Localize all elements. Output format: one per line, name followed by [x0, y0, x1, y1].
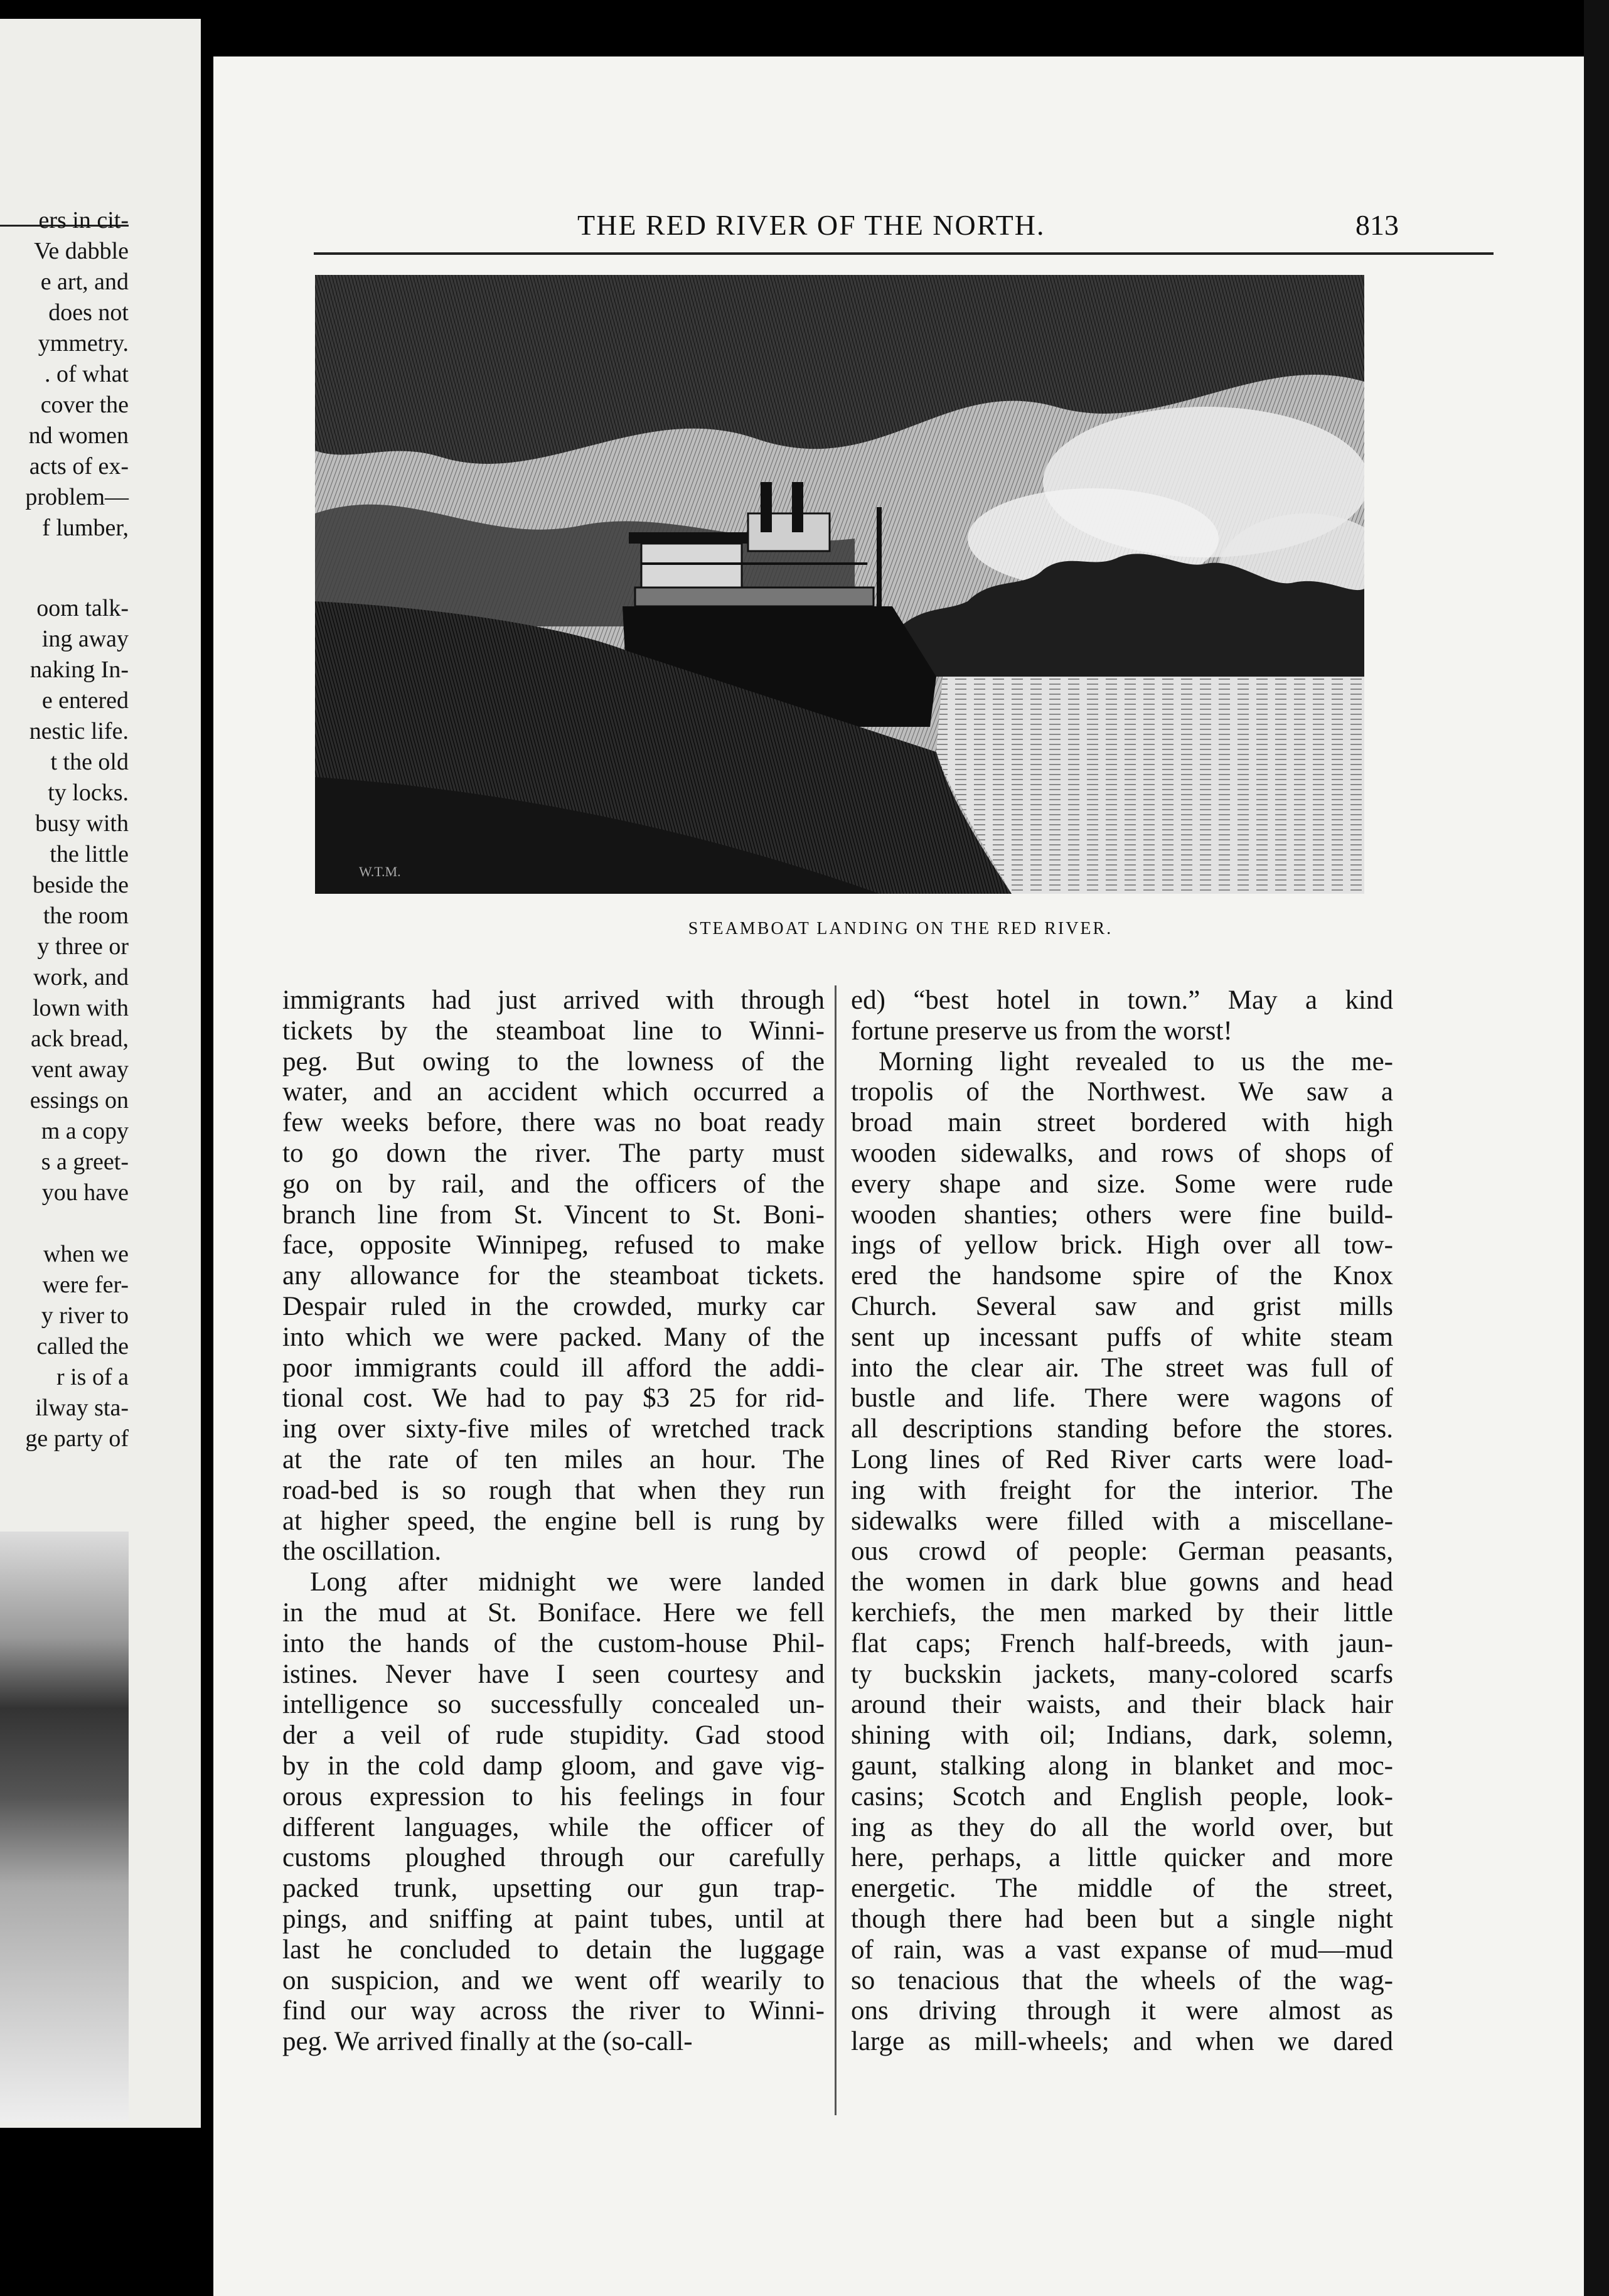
facing-page-line: acts of ex- [29, 453, 129, 480]
text-line: ing as they do all the world over, but [851, 1812, 1393, 1842]
facing-page-line: does not [48, 299, 129, 326]
scan-edge [1584, 0, 1609, 2296]
text-line: Long lines of Red River carts were load- [851, 1444, 1393, 1474]
text-line: by in the cold damp gloom, and gave vig- [282, 1751, 825, 1781]
text-line: customs ploughed through our carefully [282, 1843, 825, 1873]
text-line: into which we were packed. Many of the [282, 1322, 825, 1352]
facing-page-line: nd women [28, 422, 129, 449]
text-line: wooden shanties; others were fine build- [851, 1199, 1393, 1230]
header-rule [314, 252, 1494, 255]
running-title: THE RED RIVER OF THE NORTH. [577, 209, 1045, 241]
text-line: last he concluded to detain the luggage [282, 1934, 825, 1965]
text-line: bustle and life. There were wagons of [851, 1383, 1393, 1414]
text-line: at the rate of ten miles an hour. The [282, 1444, 825, 1474]
facing-page-line: m a copy [41, 1118, 129, 1144]
text-line: ty buckskin jackets, many-colored scarfs [851, 1659, 1393, 1689]
facing-page-line: busy with [35, 810, 129, 837]
text-line: packed trunk, upsetting our gun trap- [282, 1874, 825, 1904]
facing-page-line: nestic life. [29, 718, 129, 744]
text-line: any allowance for the steamboat tickets. [282, 1261, 825, 1291]
text-line: find our way across the river to Winni- [282, 1996, 825, 2026]
text-line: tropolis of the Northwest. We saw a [851, 1077, 1393, 1107]
text-line: large as mill-wheels; and when we dared [851, 2027, 1393, 2057]
text-line: Morning light revealed to us the me- [879, 1046, 1393, 1076]
text-line: istines. Never have I seen courtesy and [282, 1659, 825, 1689]
text-line: shining with oil; Indians, dark, solemn, [851, 1720, 1393, 1751]
facing-page-line: ymmetry. [38, 330, 129, 357]
facing-page-line: problem— [25, 484, 129, 510]
text-line: poor immigrants could ill afford the addi- [282, 1353, 825, 1383]
facing-page-line: were fer- [42, 1272, 129, 1298]
facing-page-line: lown with [32, 995, 129, 1021]
illustration-caption: STEAMBOAT LANDING ON THE RED RIVER. [688, 919, 1113, 938]
text-line: few weeks before, there was no boat ready [282, 1108, 825, 1138]
text-line: ing with freight for the interior. The [851, 1475, 1393, 1505]
text-line: on suspicion, and we went off wearily to [282, 1965, 825, 1995]
text-line: peg. But owing to the lowness of the [282, 1046, 825, 1076]
facing-page-line: ack bread, [30, 1026, 129, 1052]
text-line: every shape and size. Some were rude [851, 1169, 1393, 1199]
text-line: different languages, while the officer of [282, 1812, 825, 1842]
text-line: tional cost. We had to pay $3 25 for rid- [282, 1383, 825, 1414]
text-line: around their waists, and their black hair [851, 1690, 1393, 1720]
facing-page-line: work, and [33, 964, 129, 990]
text-line: at higher speed, the engine bell is rung by [282, 1506, 825, 1536]
facing-page-line: called the [36, 1333, 129, 1360]
facing-page-line: e art, and [40, 269, 129, 295]
facing-page-line: ge party of [25, 1425, 129, 1452]
text-line: into the clear air. The street was full of [851, 1353, 1393, 1383]
facing-page-line: y river to [41, 1302, 129, 1329]
book-page [213, 56, 1588, 2296]
text-line: broad main street bordered with high [851, 1108, 1393, 1138]
facing-page-line: t the old [50, 749, 129, 775]
text-line: sidewalks were filled with a miscellane- [851, 1506, 1393, 1536]
facing-page-line: ty locks. [48, 780, 129, 806]
facing-page-line: when we [43, 1241, 129, 1267]
facing-page-illustration [0, 1532, 129, 2122]
text-line: fortune preserve us from the worst! [851, 1016, 1232, 1046]
facing-page-line: the room [43, 903, 129, 929]
text-line: road-bed is so rough that when they run [282, 1475, 825, 1505]
text-line: ings of yellow brick. High over all tow- [851, 1230, 1393, 1260]
facing-page-line: beside the [32, 872, 129, 898]
text-line: energetic. The middle of the street, [851, 1874, 1393, 1904]
text-line: ed) “best hotel in town.” May a kind [851, 985, 1393, 1015]
text-line: pings, and sniffing at paint tubes, until at [282, 1904, 825, 1934]
facing-page-line: s a greet- [41, 1149, 129, 1175]
text-line: of rain, was a vast expanse of mud—mud [851, 1934, 1393, 1965]
column-divider [835, 985, 837, 2115]
facing-page-line: essings on [29, 1087, 129, 1113]
facing-page-line: you have [41, 1179, 129, 1206]
text-line: ons driving through it were almost as [851, 1996, 1393, 2026]
text-line: here, perhaps, a little quicker and more [851, 1843, 1393, 1873]
facing-page-line: cover the [40, 392, 129, 418]
text-line: der a veil of rude stupidity. Gad stood [282, 1720, 825, 1751]
facing-page-line: ers in cit- [38, 207, 129, 233]
running-head [213, 208, 1588, 246]
text-line: branch line from St. Vincent to St. Boni- [282, 1199, 825, 1230]
artist-signature: W.T.M. [359, 864, 401, 879]
text-line: tickets by the steamboat line to Winni- [282, 1016, 825, 1046]
text-line: Despair ruled in the crowded, murky car [282, 1291, 825, 1321]
text-line: all descriptions standing before the stores. [851, 1414, 1393, 1444]
facing-page-line: y three or [37, 933, 129, 960]
text-line: face, opposite Winnipeg, refused to make [282, 1230, 825, 1260]
text-line: go on by rail, and the officers of the [282, 1169, 825, 1199]
text-line: so tenacious that the wheels of the wag- [851, 1965, 1393, 1995]
text-line: orous expression to his feelings in four [282, 1781, 825, 1811]
text-line: sent up incessant puffs of white steam [851, 1322, 1393, 1352]
facing-page-line: f lumber, [42, 515, 129, 541]
text-line: gaunt, stalking along in blanket and moc- [851, 1751, 1393, 1781]
facing-page-line: e entered [41, 687, 129, 714]
text-line: intelligence so successfully concealed un- [282, 1690, 825, 1720]
text-line: into the hands of the custom-house Phil- [282, 1628, 825, 1658]
facing-page-line: ing away [41, 626, 129, 652]
text-line: Church. Several saw and grist mills [851, 1291, 1393, 1321]
facing-page-line: the little [50, 841, 129, 867]
facing-page-line: ilway sta- [35, 1395, 129, 1421]
facing-page-line: naking In- [29, 657, 129, 683]
facing-page-line: Ve dabble [34, 238, 129, 264]
facing-page-fragment [0, 19, 201, 2128]
engraving-artwork [315, 275, 1364, 894]
text-line: kerchiefs, the men marked by their little [851, 1597, 1393, 1628]
text-line: though there had been but a single night [851, 1904, 1393, 1934]
text-line: ous crowd of people: German peasants, [851, 1537, 1393, 1567]
text-line: wooden sidewalks, and rows of shops of [851, 1138, 1393, 1168]
text-line: casins; Scotch and English people, look- [851, 1781, 1393, 1811]
page-number: 813 [1355, 209, 1399, 241]
text-line: the oscillation. [282, 1537, 442, 1567]
text-line: in the mud at St. Boniface. Here we fell [282, 1597, 825, 1628]
facing-page-line: vent away [31, 1056, 129, 1083]
text-line: water, and an accident which occurred a [282, 1077, 825, 1107]
facing-page-line: oom talk- [36, 595, 129, 621]
facing-page-line: r is of a [56, 1364, 129, 1390]
text-line: ered the handsome spire of the Knox [851, 1261, 1393, 1291]
steamboat-engraving [315, 275, 1364, 894]
facing-page-line: . of what [44, 361, 129, 387]
text-column-left [282, 985, 825, 2057]
text-line: ing over sixty-five miles of wretched track [282, 1414, 825, 1444]
text-line: the women in dark blue gowns and head [851, 1567, 1393, 1597]
text-line: peg. We arrived finally at the (so-call- [282, 2027, 693, 2057]
text-column-right [851, 985, 1393, 2057]
text-line: immigrants had just arrived with through [282, 985, 825, 1015]
text-line: Long after midnight we were landed [310, 1567, 825, 1597]
text-line: flat caps; French half-breeds, with jaun- [851, 1628, 1393, 1658]
text-line: to go down the river. The party must [282, 1138, 825, 1168]
